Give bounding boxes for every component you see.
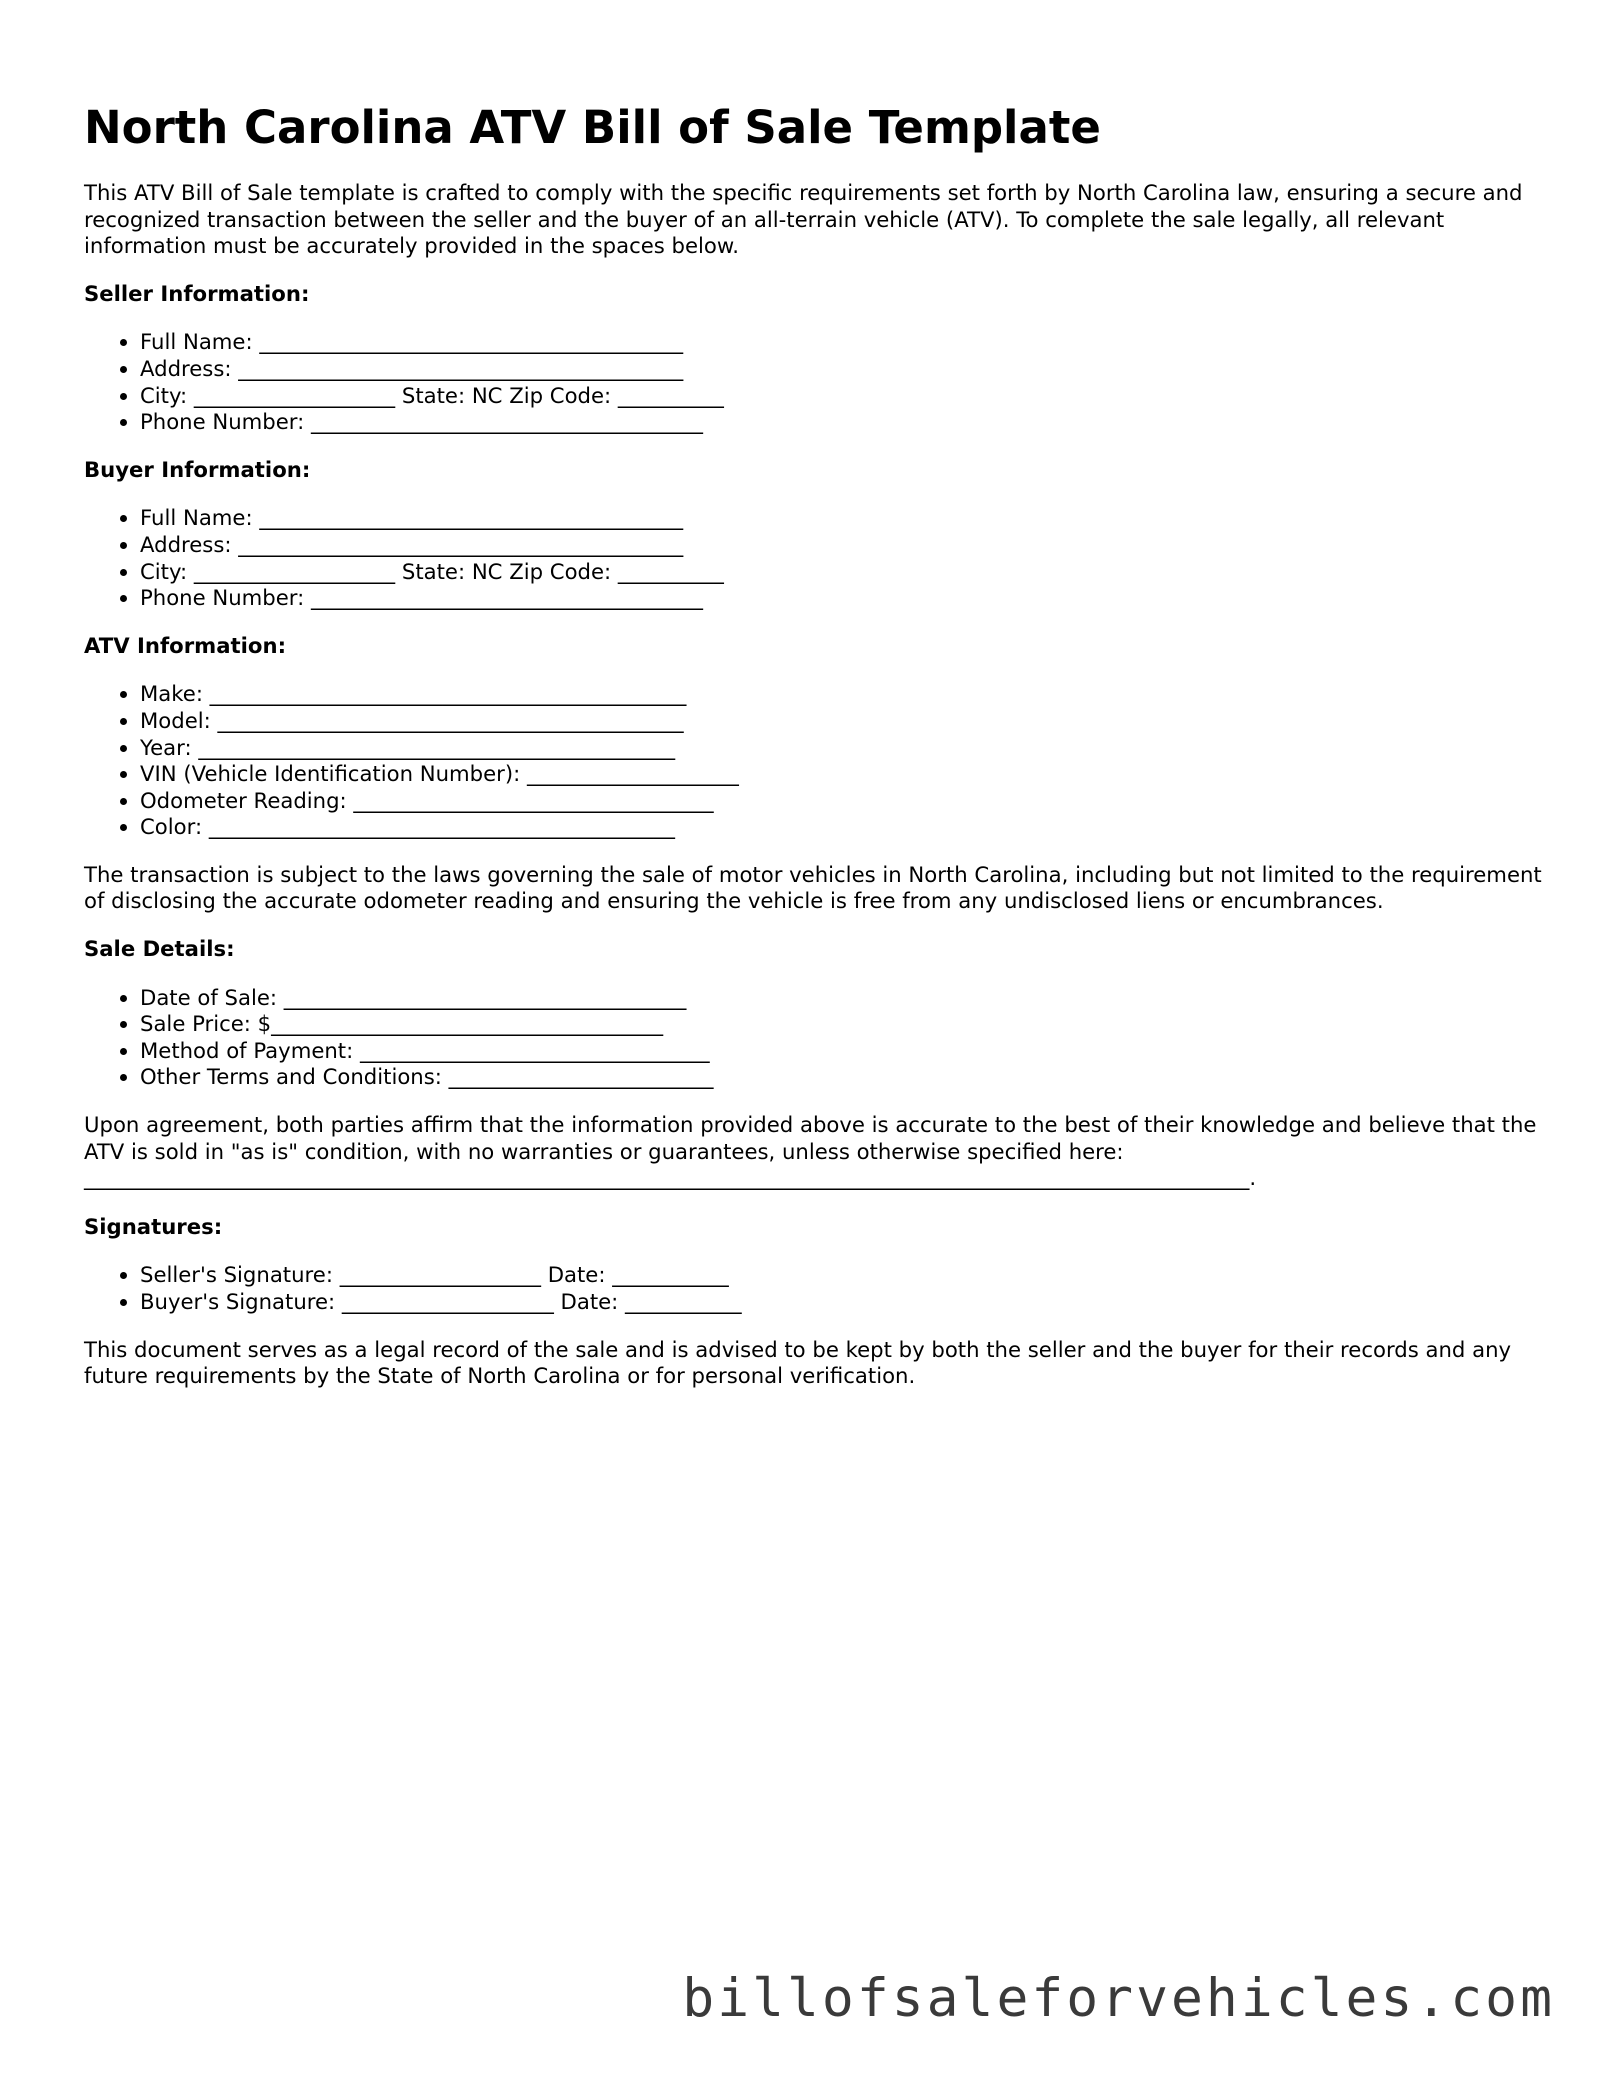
sale-price-field[interactable]: • Sale Price: $_____________________________________ (140, 1011, 1544, 1038)
signatures-heading: Signatures: (84, 1213, 223, 1239)
document-page (84, 96, 1544, 1411)
seller-full-name-field[interactable]: • Full Name: ________________________________________ (140, 329, 1544, 356)
seller-city-state-zip-field[interactable]: • City: ___________________ State: NC Zip Code: __________ (140, 383, 1544, 410)
payment-method-field[interactable]: • Method of Payment: _________________________________ (140, 1038, 1544, 1065)
signatures-list (84, 1262, 1544, 1315)
seller-address-field[interactable]: • Address: __________________________________________ (140, 356, 1544, 383)
closing-paragraph: This document serves as a legal record of the sale and is advised to be kept by both the seller and the buyer for their records and any future requirements by the State of North Carolina or for personal verification. (84, 1336, 1512, 1389)
intro-paragraph: This ATV Bill of Sale template is crafted to comply with the specific requirements set forth by North Carolina law, ensuring a secure and recognized transaction between the seller and the buyer of an all-terrain vehicle (ATV). To complete the sale legally, all relevant information must be accurately provided in the spaces below. (84, 180, 1523, 259)
atv-heading: ATV Information: (84, 632, 287, 658)
buyer-full-name-field[interactable]: • Full Name: ________________________________________ (140, 505, 1544, 532)
site-watermark: billofsaleforvehicles.com (682, 1968, 1555, 2029)
seller-heading: Seller Information: (84, 280, 310, 306)
seller-signature-field[interactable]: • Seller's Signature: ___________________ Date: ___________ (140, 1262, 1544, 1289)
buyer-address-field[interactable]: • Address: __________________________________________ (140, 532, 1544, 559)
seller-list (84, 329, 1544, 435)
atv-vin-field[interactable]: • VIN (Vehicle Identification Number): ____________________ (140, 761, 1544, 788)
seller-phone-field[interactable]: • Phone Number: _____________________________________ (140, 409, 1544, 436)
buyer-list (84, 505, 1544, 611)
buyer-phone-field[interactable]: • Phone Number: _____________________________________ (140, 585, 1544, 612)
sale-list (84, 985, 1544, 1091)
atv-make-field[interactable]: • Make: _____________________________________________ (140, 681, 1544, 708)
agreement-specification-field[interactable]: ______________________________________________________________________________________________________________. (84, 1165, 1257, 1191)
sale-heading: Sale Details: (84, 936, 235, 962)
sale-date-field[interactable]: • Date of Sale: ______________________________________ (140, 985, 1544, 1012)
atv-list (84, 681, 1544, 841)
page-title: North Carolina ATV Bill of Sale Template (84, 101, 1101, 154)
agreement-text: Upon agreement, both parties affirm that the information provided above is accurate to the best of their knowledge and believe that the ATV is sold in "as is" condition, with no warranties or guarantees, unless otherwise specified here: (84, 1112, 1537, 1164)
law-paragraph: The transaction is subject to the laws governing the sale of motor vehicles in North Carolina, including but not limited to the requirement of disclosing the accurate odometer reading and ensuring the vehicle is free from any undisclosed liens or encumbrances. (84, 861, 1542, 914)
agreement-paragraph (84, 1112, 1544, 1192)
buyer-signature-field[interactable]: • Buyer's Signature: ____________________ Date: ___________ (140, 1289, 1544, 1316)
atv-color-field[interactable]: • Color: ____________________________________________ (140, 814, 1544, 841)
atv-year-field[interactable]: • Year: _____________________________________________ (140, 735, 1544, 762)
buyer-heading: Buyer Information: (84, 456, 311, 482)
atv-model-field[interactable]: • Model: ____________________________________________ (140, 708, 1544, 735)
other-terms-field[interactable]: • Other Terms and Conditions: _________________________ (140, 1064, 1544, 1091)
buyer-city-state-zip-field[interactable]: • City: ___________________ State: NC Zip Code: __________ (140, 559, 1544, 586)
atv-odometer-field[interactable]: • Odometer Reading: __________________________________ (140, 788, 1544, 815)
